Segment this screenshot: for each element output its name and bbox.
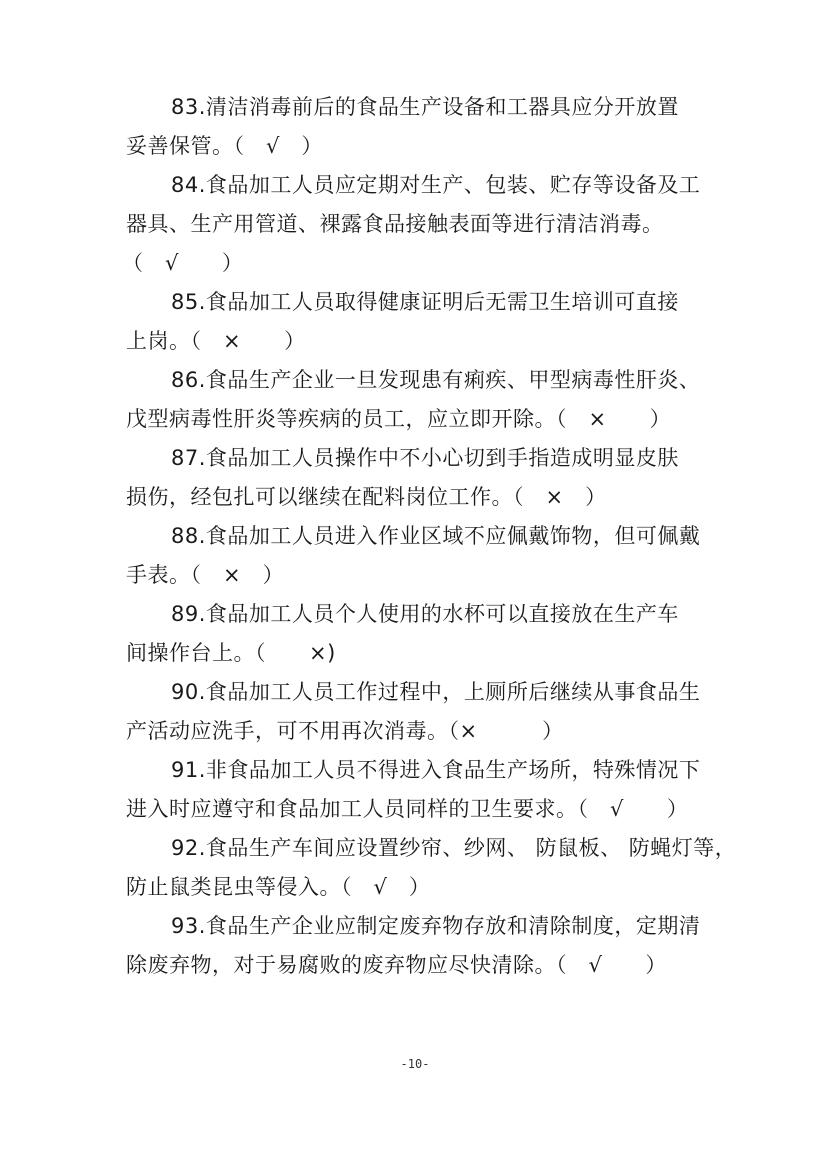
page-number: -10- (400, 1057, 430, 1071)
question-text: 上岗。（ × ） (126, 329, 306, 353)
question-91 (0, 751, 830, 829)
question-text: 损伤，经包扎可以继续在配料岗位工作。（ × ） (126, 485, 607, 509)
question-text: 86.食品生产企业一旦发现患有痢疾、甲型病毒性肝炎、 (171, 368, 701, 392)
question-85 (0, 283, 830, 361)
question-answer: （ √ ） (122, 251, 244, 275)
question-text: 89.食品加工人员个人使用的水杯可以直接放在生产车 (171, 602, 679, 626)
question-text: 85.食品加工人员取得健康证明后无需卫生培训可直接 (171, 290, 679, 314)
question-86 (0, 361, 830, 439)
question-text: 91.非食品加工人员不得进入食品生产场所，特殊情况下 (171, 758, 701, 782)
question-93 (0, 907, 830, 985)
question-text: 84.食品加工人员应定期对生产、包装、贮存等设备及工 (171, 173, 701, 197)
question-83 (0, 88, 830, 166)
question-87 (0, 439, 830, 517)
question-84 (0, 166, 830, 283)
question-89 (0, 595, 830, 673)
question-text: 进入时应遵守和食品加工人员同样的卫生要求。（ √ ） (126, 797, 689, 821)
question-text: 妥善保管。（ √ ） (126, 134, 323, 158)
question-92 (0, 829, 830, 907)
question-text: 手表。（ × ） (126, 563, 285, 587)
question-text: 器具、生产用管道、裸露食品接触表面等进行清洁消毒。 (126, 212, 664, 236)
question-text: 除废弃物，对于易腐败的废弃物应尽快清除。（ √ ） (126, 953, 667, 977)
question-text: 戊型病毒性肝炎等疾病的员工，应立即开除。（ × ） (126, 407, 672, 431)
question-text: 防止鼠类昆虫等侵入。（ √ ） (126, 875, 431, 899)
question-text: 88.食品加工人员进入作业区域不应佩戴饰物，但可佩戴 (171, 524, 701, 548)
question-90 (0, 673, 830, 751)
question-text: 92.食品生产车间应设置纱帘、纱网、 防鼠板、 防蝇灯等， (171, 836, 737, 860)
question-text: 83.清洁消毒前后的食品生产设备和工器具应分开放置 (171, 95, 679, 119)
question-list (0, 88, 830, 985)
question-text: 90.食品加工人员工作过程中，上厕所后继续从事食品生 (171, 680, 701, 704)
question-text: 产活动应洗手，可不用再次消毒。（× ） (126, 719, 564, 743)
question-text: 93.食品生产企业应制定废弃物存放和清除制度，定期清 (171, 914, 701, 938)
question-text: 间操作台上。（ ×) (126, 641, 336, 665)
question-text: 87.食品加工人员操作中不小心切到手指造成明显皮肤 (171, 446, 679, 470)
question-88 (0, 517, 830, 595)
